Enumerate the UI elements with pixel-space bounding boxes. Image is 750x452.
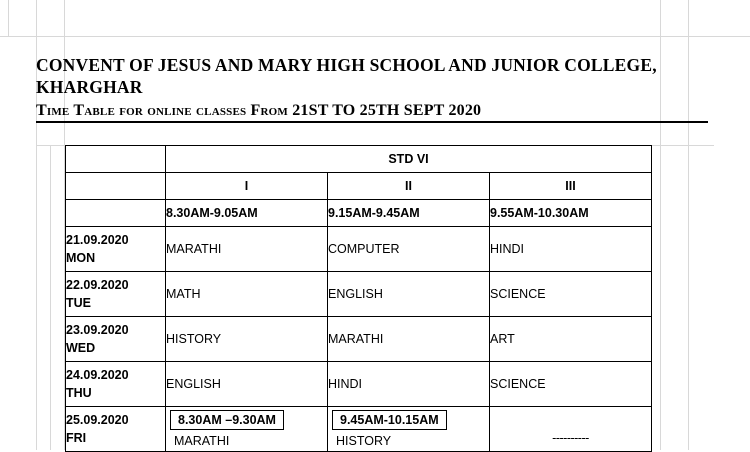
fri-period-3 (490, 407, 652, 452)
subject-fri-1: MARATHI (174, 434, 230, 448)
corner-cell-3 (66, 200, 166, 227)
subject-wed-3: ART (490, 317, 652, 362)
subject-fri-3: ---------- (552, 431, 589, 445)
table-row (66, 272, 652, 317)
corner-cell-2 (66, 173, 166, 200)
table-row-period-numerals (66, 173, 652, 200)
day-cell-fri (66, 407, 166, 452)
std-header: STD VI (166, 146, 652, 173)
table-row (66, 407, 652, 452)
table-row-std-header (66, 146, 652, 173)
table-row-period-times (66, 200, 652, 227)
date-label: 23.09.2020 (66, 322, 129, 337)
date-label: 21.09.2020 (66, 232, 129, 247)
subject-tue-3: SCIENCE (490, 272, 652, 317)
subject-thu-3: SCIENCE (490, 362, 652, 407)
day-cell-wed (66, 317, 166, 362)
table-row (66, 317, 652, 362)
corner-guide-v (8, 0, 9, 36)
period-time-3: 9.55AM-10.30AM (490, 200, 652, 227)
subject-fri-2: HISTORY (336, 434, 392, 448)
day-label: MON (66, 251, 96, 265)
subject-wed-1: HISTORY (166, 317, 328, 362)
subject-tue-2: ENGLISH (328, 272, 490, 317)
fri-period-2 (328, 407, 490, 452)
timetable-subtitle: Time Table for online classes From 21ST TO 25TH SEPT 2020 (36, 101, 482, 119)
period-numeral-1: I (166, 173, 328, 200)
date-label: 25.09.2020 (66, 412, 129, 427)
table-row (66, 227, 652, 272)
subtitle-rule (36, 102, 708, 123)
fri-time-2: 9.45AM-10.15AM (332, 410, 447, 430)
day-label: TUE (66, 296, 91, 310)
timetable (65, 145, 652, 452)
period-time-2: 9.15AM-9.45AM (328, 200, 490, 227)
period-numeral-3: III (490, 173, 652, 200)
corner-cell (66, 146, 166, 173)
subject-mon-2: COMPUTER (328, 227, 490, 272)
subject-thu-2: HINDI (328, 362, 490, 407)
subject-wed-2: MARATHI (328, 317, 490, 362)
day-label: WED (66, 341, 96, 355)
school-name: CONVENT OF JESUS AND MARY HIGH SCHOOL AND JUNIOR COLLEGE, KHARGHAR (36, 55, 657, 97)
day-label: THU (66, 386, 92, 400)
document-title-block (36, 55, 708, 123)
day-label: FRI (66, 431, 87, 445)
period-time-1: 8.30AM-9.05AM (166, 200, 328, 227)
subject-mon-3: HINDI (490, 227, 652, 272)
day-cell-thu (66, 362, 166, 407)
margin-guide-top (0, 36, 750, 37)
fri-period-1 (166, 407, 328, 452)
day-cell-tue (66, 272, 166, 317)
subject-tue-1: MATH (166, 272, 328, 317)
subject-thu-1: ENGLISH (166, 362, 328, 407)
date-label: 22.09.2020 (66, 277, 129, 292)
table-guide-left (50, 145, 51, 450)
period-numeral-2: II (328, 173, 490, 200)
date-label: 24.09.2020 (66, 367, 129, 382)
table-row (66, 362, 652, 407)
day-cell-mon (66, 227, 166, 272)
subject-mon-1: MARATHI (166, 227, 328, 272)
fri-time-1: 8.30AM –9.30AM (170, 410, 284, 430)
